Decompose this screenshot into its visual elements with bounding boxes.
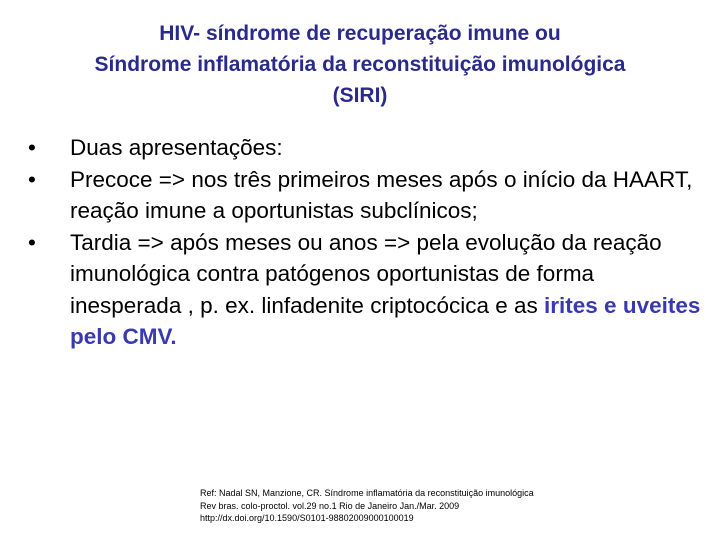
reference-line-2: Rev bras. colo-proctol. vol.29 no.1 Rio de Janeiro Jan./Mar. 2009: [200, 500, 460, 511]
bullet-marker: •: [28, 166, 36, 192]
bullet-item-1: [28, 132, 708, 164]
title-line-2: Síndrome inflamatória da reconstituição imunológica: [94, 53, 626, 76]
bullet-text-1: Duas apresentações:: [70, 135, 283, 160]
bullet-text-3: Tardia => após meses ou anos => pela evolução da reação imunológica contra patógenos oportunistas de forma inesperada , p. ex. linfadenite criptocócica e as: [70, 229, 662, 318]
slide-title: [20, 18, 700, 111]
reference-line-1: Ref: Nadal SN, Manzione, CR. Síndrome inflamatória da reconstituição imunológica: [200, 488, 534, 498]
bullet-item-2: [28, 164, 708, 227]
bullet-marker: •: [28, 135, 36, 160]
reference-block: [200, 487, 700, 525]
title-line-3: (SIRI): [332, 84, 388, 107]
bullet-item-3: [28, 227, 708, 353]
highlight-text: irites e uveites pelo CMV.: [70, 292, 701, 349]
bullet-list: [28, 132, 708, 353]
title-line-1: HIV- síndrome de recuperação imune ou: [159, 22, 561, 45]
reference-line-3: http://dx.doi.org/10.1590/S0101-98802009000100019: [200, 513, 414, 523]
bullet-marker: •: [28, 229, 36, 255]
bullet-text-2: Precoce => nos três primeiros meses após o início da HAART, reação imune a oportunistas subclínicos;: [70, 166, 693, 223]
